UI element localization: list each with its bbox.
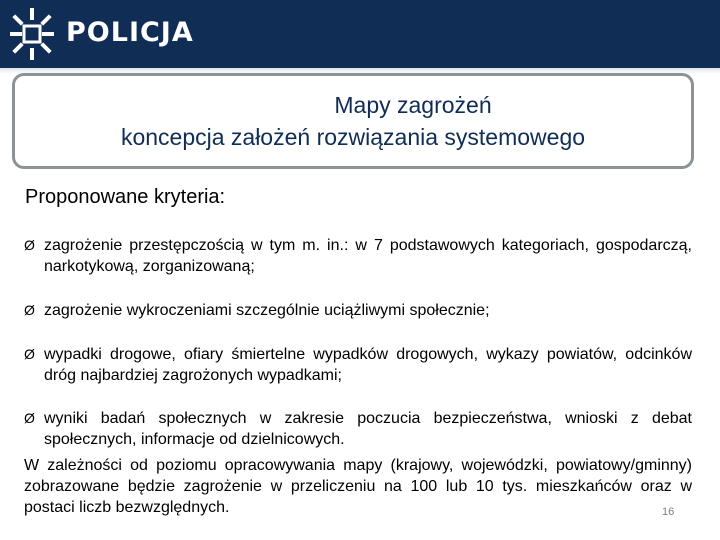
list-item <box>24 235 692 277</box>
slide-title: Mapy zagrożeń <box>334 92 492 118</box>
list-item <box>24 408 692 450</box>
closing-paragraph: W zależności od poziomu opracowywania mapy (krajowy, wojewódzki, powiatowy/gminny) zobrazowane będzie zagrożenie w przeliczeniu na 100 lub 10 tys. mieszkańców oraz w postaci liczb bezwzględnych. <box>24 457 692 516</box>
police-star-icon <box>8 6 56 62</box>
list-item <box>24 300 692 321</box>
list-item-text: wypadki drogowe, ofiary śmiertelne wypadków drogowych, wykazy powiatów, odcinków dróg najbardziej zagrożonych wypadkami; <box>44 346 692 384</box>
page-number: 16 <box>662 506 675 518</box>
header-bar <box>0 0 720 68</box>
arrow-bullet-icon: Ø <box>24 410 35 426</box>
criteria-heading: Proponowane kryteria: <box>25 186 226 208</box>
list-item-text: wyniki badań społecznych w zakresie poczucia bezpieczeństwa, wnioski z debat społecznych, informacje od dzielnicowych. <box>44 410 692 448</box>
list-item-text: zagrożenie przestępczością w tym m. in.: w 7 podstawowych kategoriach, gospodarczą, narkotykową, zorganizowaną; <box>44 237 692 275</box>
list-item <box>24 344 692 386</box>
brand-name: POLICJA <box>66 17 194 48</box>
arrow-bullet-icon: Ø <box>24 346 35 362</box>
arrow-bullet-icon: Ø <box>24 237 35 253</box>
list-item-text: zagrożenie wykroczeniami szczególnie uciążliwymi społecznie; <box>44 302 490 319</box>
arrow-bullet-icon: Ø <box>24 302 35 318</box>
slide-subtitle: koncepcja założeń rozwiązania systemowego <box>120 124 586 150</box>
title-box <box>12 73 694 169</box>
criteria-list <box>24 235 692 463</box>
